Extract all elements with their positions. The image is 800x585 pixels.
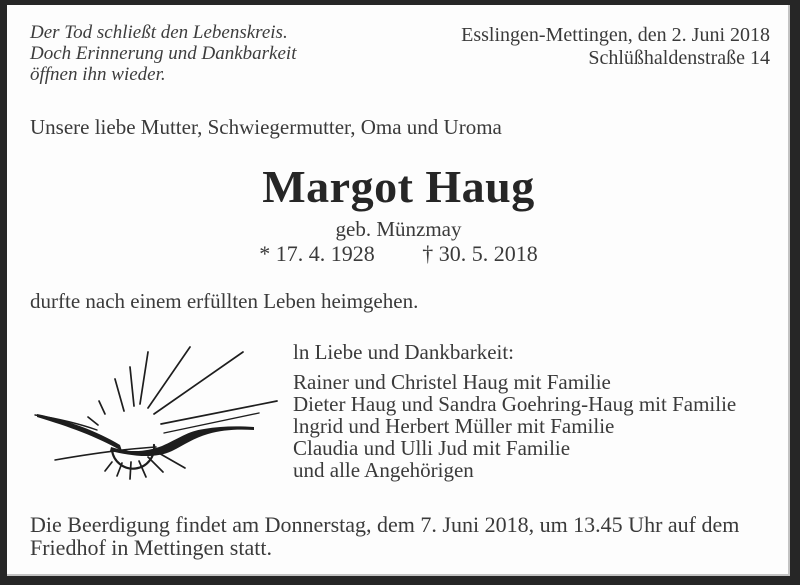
sunset-over-horizon-icon bbox=[25, 339, 295, 487]
tribute-intro: ln Liebe und Dankbarkeit: bbox=[293, 340, 515, 364]
epigraph-line: Der Tod schließt den Lebenskreis. bbox=[30, 22, 288, 43]
maiden-name: geb. Münzmay bbox=[335, 217, 462, 241]
mourner-line: Claudia und Ulli Jud mit Familie bbox=[293, 436, 571, 460]
tribute-block bbox=[293, 341, 736, 481]
mourner-line: Rainer und Christel Haug mit Familie bbox=[293, 370, 611, 394]
dateline-street: Schlüßhaldenstraße 14 bbox=[588, 47, 770, 69]
life-dates bbox=[7, 241, 790, 267]
birth-date: * 17. 4. 1928 bbox=[259, 241, 375, 266]
epigraph-line: öffnen ihn wieder. bbox=[30, 64, 166, 85]
epigraph bbox=[30, 22, 296, 85]
deceased-name: Margot Haug bbox=[262, 161, 535, 212]
funeral-announcement bbox=[30, 513, 739, 559]
mourner-line: und alle Angehörigen bbox=[293, 458, 474, 482]
death-date: † 30. 5. 2018 bbox=[422, 241, 538, 266]
mourner-line: lngrid und Herbert Müller mit Familie bbox=[293, 414, 615, 438]
funeral-line: Friedhof in Mettingen statt. bbox=[30, 535, 272, 560]
funeral-line: Die Beerdigung findet am Donnerstag, dem 7. Juni 2018, um 13.45 Uhr auf dem bbox=[30, 512, 740, 537]
salutation: Unsere liebe Mutter, Schwiegermutter, Oma und Uroma bbox=[30, 115, 502, 139]
epigraph-line: Doch Erinnerung und Dankbarkeit bbox=[30, 43, 297, 64]
farewell-message: durfte nach einem erfüllten Leben heimgehen. bbox=[30, 289, 419, 313]
mourner-line: Dieter Haug und Sandra Goehring-Haug mit Familie bbox=[293, 392, 737, 416]
dateline bbox=[461, 24, 770, 70]
dateline-place-date: Esslingen-Mettingen, den 2. Juni 2018 bbox=[461, 24, 770, 46]
